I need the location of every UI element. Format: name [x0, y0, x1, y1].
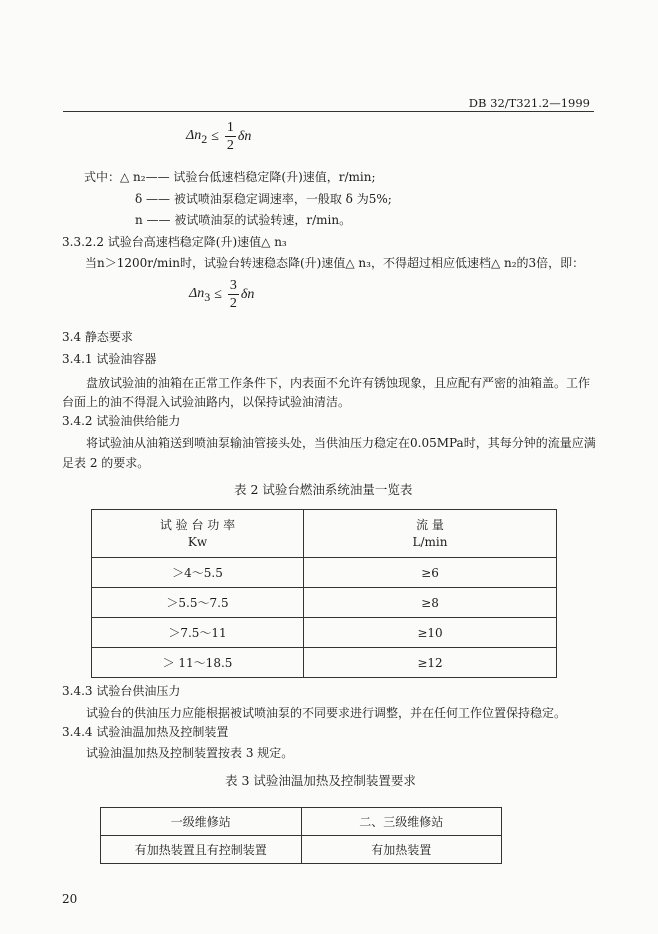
symbol-line-1: 式中：△ n₂—— 试验台低速档稳定降(升)速值，r/min; [84, 170, 376, 184]
paragraph-3-4-1-line-1: 盘放试验油的油箱在正常工作条件下，内表面不允许有锈蚀现象，且应配有严密的油箱盖。工作 [86, 376, 591, 390]
fraction-denominator: 2 [226, 138, 234, 153]
power-cell: ＞ 11～18.5 [92, 648, 304, 678]
section-heading-3-4: 3.4 静态要求 [62, 330, 133, 344]
symbol-line-3: n —— 被试喷油泵的试验转速，r/min。 [135, 213, 352, 227]
table-3 [100, 807, 502, 864]
level-2-3-cell: 有加热装置 [301, 836, 502, 864]
power-cell: ＞7.5～11 [92, 618, 304, 648]
table-row [92, 588, 557, 618]
flow-cell: ≥6 [304, 558, 557, 588]
power-cell: ＞4～5.5 [92, 558, 304, 588]
power-cell: ＞5.5～7.5 [92, 588, 304, 618]
header-level-1: 一级维修站 [101, 808, 302, 836]
table-2-caption: 表 2 试验台燃油系统油量一览表 [234, 482, 413, 497]
paragraph-3-4-1-line-2: 台面上的油不得混入试验油路内，以保持试验油清洁。 [62, 395, 351, 409]
formula-sub: 2 [201, 131, 208, 146]
document-code: DB 32/T321.2—1999 [468, 96, 590, 110]
formula-delta-n3: $\Delta n_3$ ≤ $\frac{3}{2}$ δn [189, 278, 255, 311]
section-heading-3-4-2: 3.4.2 试验油供给能力 [62, 414, 181, 428]
flow-cell: ≥8 [304, 588, 557, 618]
table-2 [91, 509, 557, 678]
header-level-2-3: 二、三级维修站 [301, 808, 502, 836]
symbol-line-2: δ —— 被试喷油泵稳定调速率，一般取 δ 为5%; [135, 192, 392, 206]
table-3-caption: 表 3 试验油温加热及控制装置要求 [225, 773, 416, 788]
section-heading-3-4-4: 3.4.4 试验油温加热及控制装置 [62, 725, 229, 739]
formula-lhs: Δn [186, 127, 202, 143]
flow-cell: ≥12 [304, 648, 557, 678]
section-body-3-3-2-2: 当n＞1200r/min时，试验台转速稳态降(升)速值△ n₃，不得超过相应低速档△ n₂的3倍，即： [85, 256, 585, 270]
table-row [101, 836, 502, 864]
paragraph-3-4-4: 试验油温加热及控制装置按表 3 规定。 [86, 746, 294, 760]
table-row [92, 558, 557, 588]
section-heading-3-4-3: 3.4.3 试验台供油压力 [62, 684, 181, 698]
page-number: 20 [62, 892, 78, 906]
header-power: 试 验 台 功 率 Kw [92, 510, 304, 558]
header-flow: 流 量 L/min [304, 510, 557, 558]
paragraph-3-4-2-line-2: 足表 2 的要求。 [62, 456, 150, 470]
table-header-row [101, 808, 502, 836]
formula-rhs: δn [237, 129, 252, 144]
paragraph-3-4-3: 试验台的供油压力应能根据被试喷油泵的不同要求进行调整，并在任何工作位置保持稳定。 [86, 706, 567, 720]
paragraph-3-4-2-line-1: 将试验油从油箱送到喷油泵输油管接头处，当供油压力稳定在0.05MPa时，其每分钟的流量应满 [86, 436, 596, 450]
header-rule [63, 111, 594, 112]
formula-op: ≤ [211, 129, 219, 144]
section-heading-3-3-2-2: 3.3.2.2 试验台高速档稳定降(升)速值△ n₃ [62, 235, 287, 249]
flow-cell: ≥10 [304, 618, 557, 648]
formula-delta-n2 [186, 121, 251, 153]
section-heading-3-4-1: 3.4.1 试验油容器 [62, 352, 157, 366]
table-header-row [92, 510, 557, 558]
table-row [92, 618, 557, 648]
level-1-cell: 有加热装置且有控制装置 [101, 836, 302, 864]
table-row [92, 648, 557, 678]
fraction-numerator: 1 [226, 120, 234, 135]
